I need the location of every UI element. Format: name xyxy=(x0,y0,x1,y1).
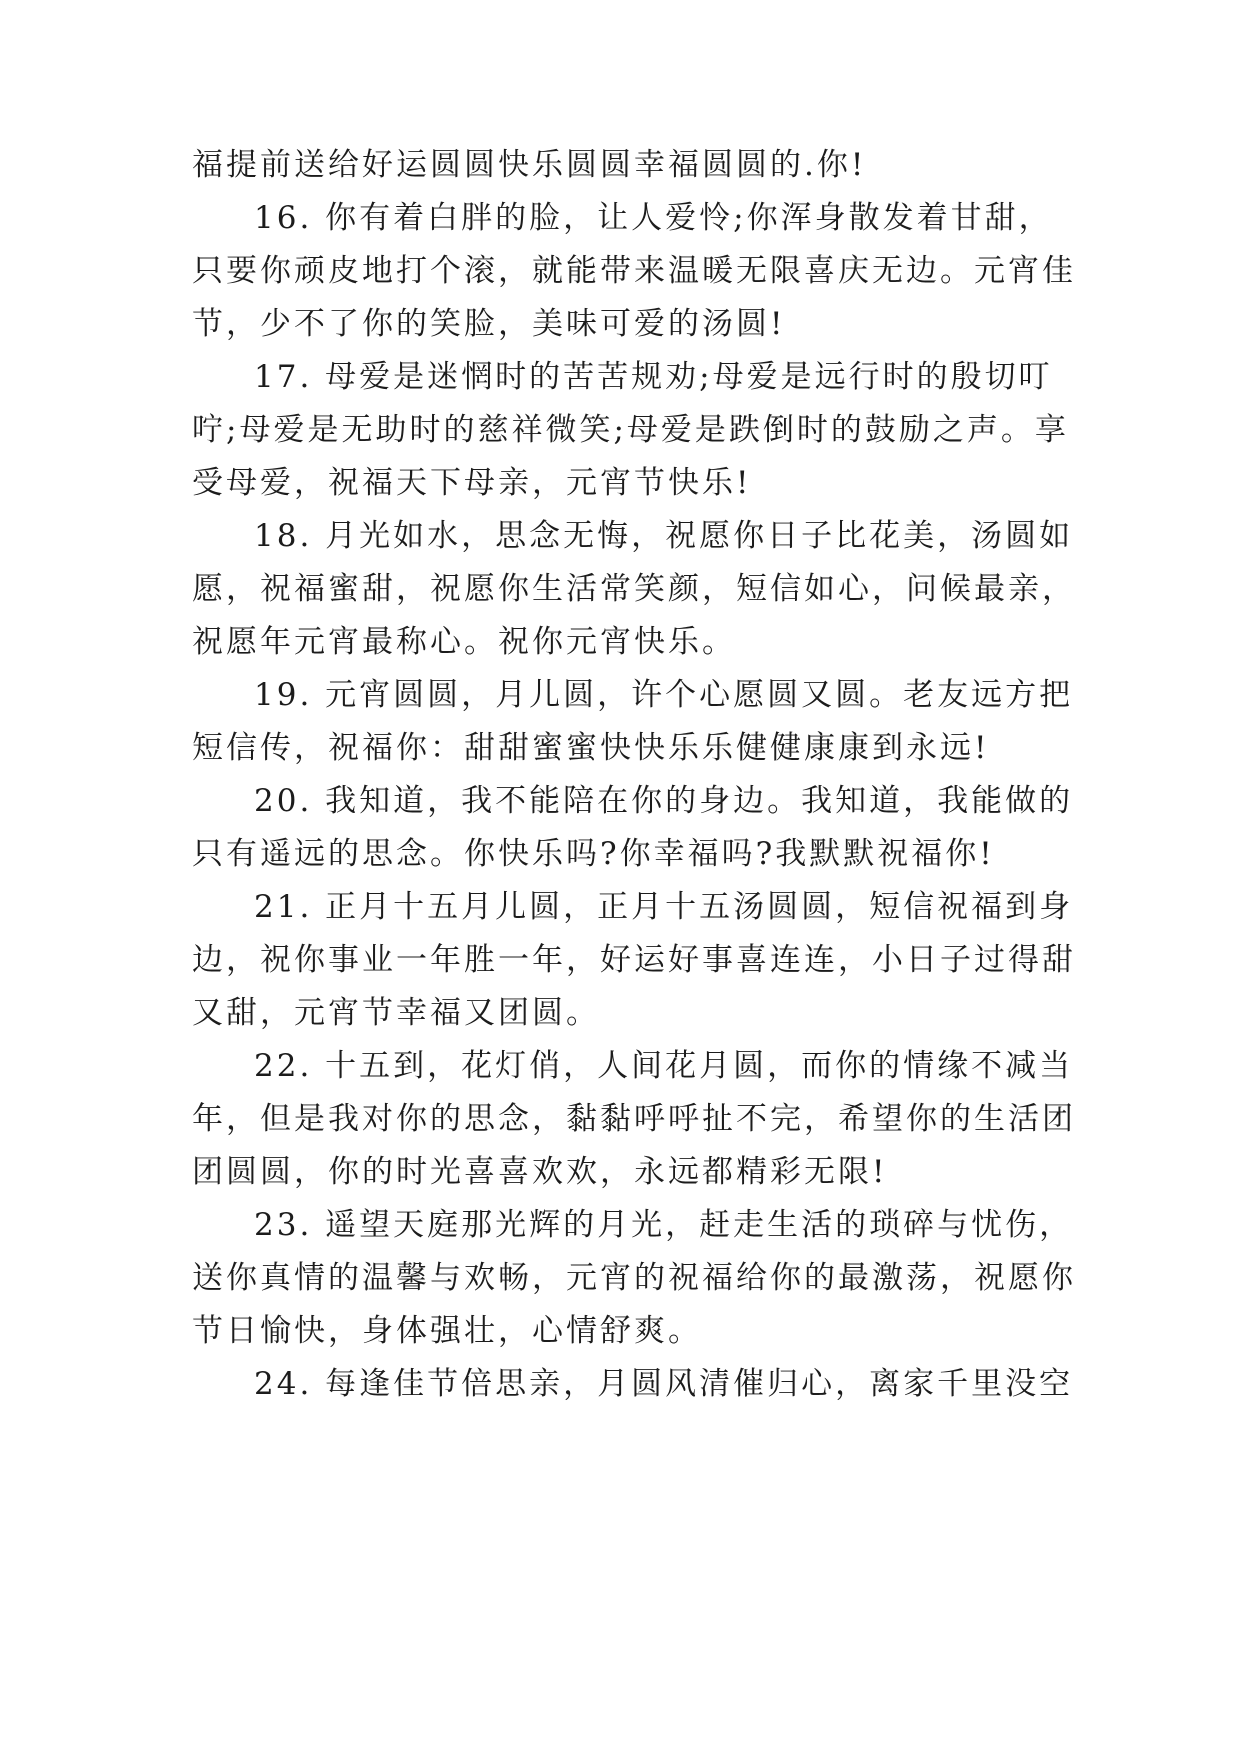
text-line: 19. 元宵圆圆，月儿圆，许个心愿圆又圆。老友远方把 xyxy=(254,677,1074,713)
text-line: 边，祝你事业一年胜一年，好运好事喜连连，小日子过得甜 xyxy=(192,942,1076,978)
text-line: 22. 十五到，花灯俏，人间花月圆，而你的情缘不减当 xyxy=(254,1048,1074,1084)
text-line: 只要你顽皮地打个滚，就能带来温暖无限喜庆无边。元宵佳 xyxy=(192,253,1076,289)
text-line: 24. 每逢佳节倍思亲，月圆风清催归心，离家千里没空 xyxy=(254,1366,1074,1402)
text-line: 16. 你有着白胖的脸，让人爱怜;你浑身散发着甘甜， xyxy=(254,200,1053,236)
text-line: 祝愿年元宵最称心。祝你元宵快乐。 xyxy=(192,624,736,660)
text-line: 送你真情的温馨与欢畅，元宵的祝福给你的最激荡，祝愿你 xyxy=(192,1260,1076,1296)
text-line: 受母爱，祝福天下母亲，元宵节快乐! xyxy=(192,465,752,501)
text-line: 咛;母爱是无助时的慈祥微笑;母爱是跌倒时的鼓励之声。享 xyxy=(192,412,1069,448)
text-line: 只有遥远的思念。你快乐吗?你幸福吗?我默默祝福你! xyxy=(192,836,995,872)
text-line: 又甜，元宵节幸福又团圆。 xyxy=(192,995,600,1031)
text-line: 20. 我知道，我不能陪在你的身边。我知道，我能做的 xyxy=(254,783,1074,819)
text-line: 团圆圆，你的时光喜喜欢欢，永远都精彩无限! xyxy=(192,1154,888,1190)
text-line: 节日愉快，身体强壮，心情舒爽。 xyxy=(192,1313,702,1349)
text-line: 短信传，祝福你：甜甜蜜蜜快快乐乐健健康康到永远! xyxy=(192,730,990,766)
text-line: 17. 母爱是迷惘时的苦苦规劝;母爱是远行时的殷切叮 xyxy=(254,359,1053,395)
text-line: 21. 正月十五月儿圆，正月十五汤圆圆，短信祝福到身 xyxy=(254,889,1074,925)
text-line: 23. 遥望天庭那光辉的月光，赶走生活的琐碎与忧伤， xyxy=(254,1207,1074,1243)
text-line: 福提前送给好运圆圆快乐圆圆幸福圆圆的.你! xyxy=(192,147,867,183)
text-line: 节，少不了你的笑脸，美味可爱的汤圆! xyxy=(192,306,786,342)
text-line: 年，但是我对你的思念，黏黏呼呼扯不完，希望你的生活团 xyxy=(192,1101,1076,1137)
text-line: 18. 月光如水，思念无悔，祝愿你日子比花美，汤圆如 xyxy=(254,518,1074,554)
text-line: 愿，祝福蜜甜，祝愿你生活常笑颜，短信如心，问候最亲， xyxy=(192,571,1076,607)
